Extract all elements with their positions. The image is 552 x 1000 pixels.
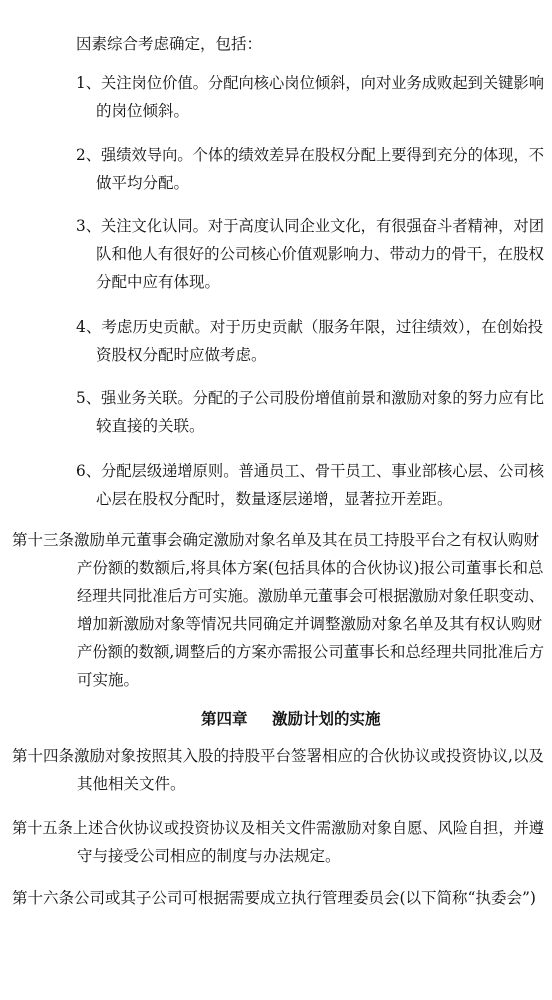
- article-line: 增加新激励对象等情况共同确定并调整激励对象名单及其有权认购财: [77, 615, 543, 633]
- article-line: 经理共同批准后方可实施。激励单元董事会可根据激励对象任职变动、: [77, 587, 545, 605]
- item-line: 做平均分配。: [96, 174, 190, 192]
- article-line: 第十四条激励对象按照其入股的持股平台签署相应的合伙协议或投资协议,以及: [12, 747, 544, 765]
- item-line: 队和他人有很好的公司核心价值观影响力、带动力的骨干，在股权: [96, 245, 544, 263]
- article-line: 可实施。: [77, 671, 140, 689]
- article-line: 第十六条公司或其子公司可根据需要成立执行管理委员会(以下简称“执委会”): [12, 889, 536, 907]
- item-line: 6、分配层级递增原则。普通员工、骨干员工、事业部核心层、公司核: [76, 462, 544, 480]
- item-line: 的岗位倾斜。: [96, 102, 190, 120]
- item-line: 分配中应有体现。: [96, 273, 221, 291]
- article-line: 其他相关文件。: [77, 775, 186, 793]
- intro-line: 因素综合考虑确定，包括：: [76, 35, 263, 53]
- item-line: 较直接的关联。: [96, 417, 205, 435]
- item-line: 2、强绩效导向。个体的绩效差异在股权分配上要得到充分的体现，不: [76, 146, 544, 164]
- article-line: 产份额的数额后,将具体方案(包括具体的合伙协议)报公司董事长和总: [77, 559, 544, 577]
- article-line: 守与接受公司相应的制度与办法规定。: [77, 847, 341, 865]
- article-line: 第十五条上述合伙协议或投资协议及相关文件需激励对象自愿、风险自担，并遵: [12, 819, 544, 837]
- chapter-title: 激励计划的实施: [272, 710, 381, 728]
- item-line: 5、强业务关联。分配的子公司股份增值前景和激励对象的努力应有比: [76, 389, 544, 407]
- chapter-number: 第四章: [201, 710, 248, 728]
- item-line: 3、关注文化认同。对于高度认同企业文化，有很强奋斗者精神，对团: [76, 217, 544, 235]
- item-line: 心层在股权分配时，数量逐层递增，显著拉开差距。: [96, 490, 453, 508]
- item-line: 1、关注岗位价值。分配向核心岗位倾斜，向对业务成败起到关键影响: [76, 74, 544, 92]
- item-line: 资股权分配时应做考虑。: [96, 346, 267, 364]
- article-line: 产份额的数额,调整后的方案亦需报公司董事长和总经理共同批准后方: [77, 643, 544, 661]
- article-line: 第十三条激励单元董事会确定激励对象名单及其在员工持股平台之有权认购财: [12, 531, 540, 549]
- item-line: 4、考虑历史贡献。对于历史贡献（服务年限，过往绩效），在创始投: [76, 318, 544, 336]
